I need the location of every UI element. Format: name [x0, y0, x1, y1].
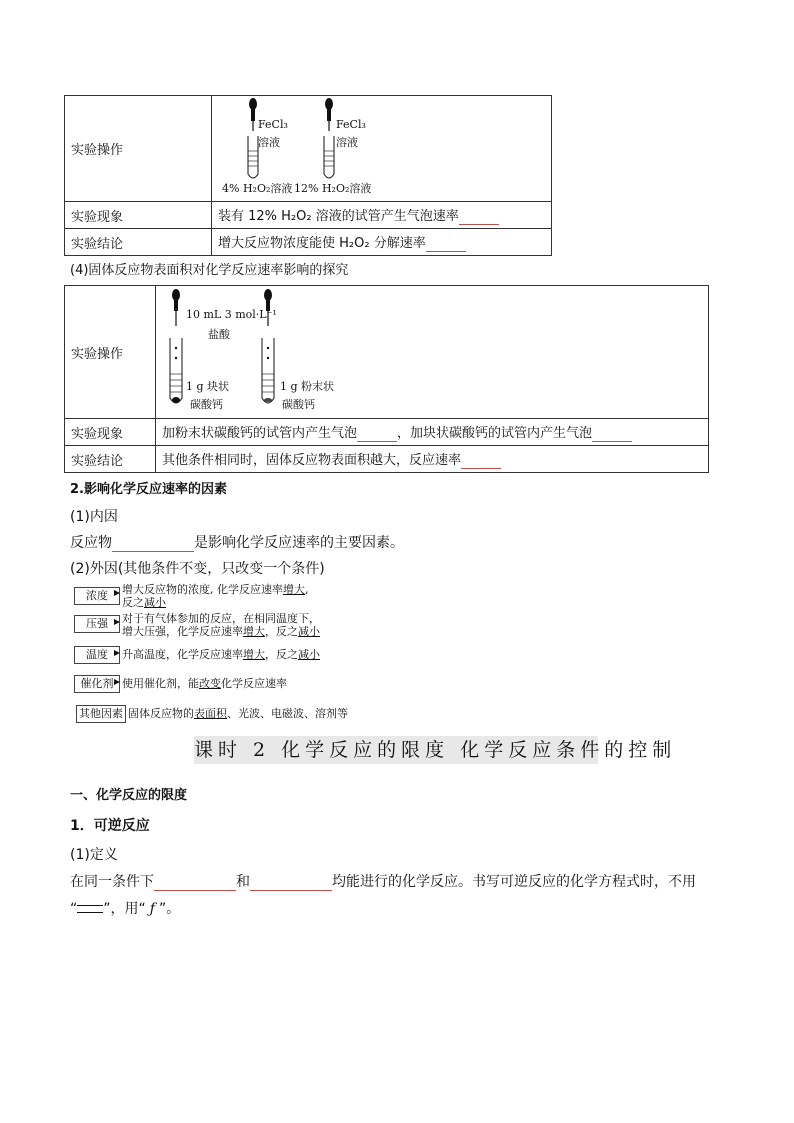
factor-box-other: 其他因素 [76, 705, 126, 723]
factor-desc-concentration: 增大反应物的浓度, 化学反应速率增大, 反之减小 [122, 583, 309, 609]
obs-blank[interactable] [459, 209, 499, 225]
con-blank[interactable] [461, 453, 501, 469]
definition-line-1 [70, 871, 696, 891]
tube-label-right: 12% H₂O₂溶液 [294, 182, 372, 195]
solid-label-left-2: 碳酸钙 [190, 398, 223, 411]
f1-text-d: 减小 [144, 596, 166, 609]
f4-text-a: 使用催化剂，能 [122, 677, 199, 690]
f3-text-d: 减小 [298, 648, 320, 661]
f5-text-c: 、光波、电磁波、溶剂等 [227, 707, 348, 720]
con-text: 其他条件相同时，固体反应物表面积越大，反应速率 [162, 453, 462, 468]
f3-text-b: 增大 [243, 648, 265, 661]
f3-text-a: 升高温度，化学反应速率 [122, 648, 243, 661]
section-4-title: (4)固体反应物表面积对化学反应速率影响的探究 [70, 263, 349, 278]
f2-text-e: 减小 [298, 625, 320, 638]
section-2-title: 2.影响化学反应速率的因素 [70, 482, 227, 497]
internal-text-a: 反应物 [70, 535, 112, 551]
obs-text-b: ，加块状碳酸钙的试管内产生气泡 [397, 426, 593, 441]
obs-text: 装有 12% H₂O₂ 溶液的试管产生气泡速率 [218, 209, 459, 224]
con-cell [212, 229, 552, 256]
factor-desc-catalyst [122, 677, 287, 690]
obs-label: 实验现象 [65, 202, 212, 229]
reversible-arrow-icon: ƒ [149, 901, 155, 917]
reversible-reaction-title: 1．可逆反应 [70, 818, 150, 834]
obs-cell [156, 419, 709, 446]
op-label: 实验操作 [65, 96, 212, 202]
internal-text-b: 是影响化学反应速率的主要因素。 [194, 535, 404, 551]
reagent-label-left-2: 溶液 [258, 136, 280, 149]
f1-text-a: 增大反应物的浓度, 化学反应速率 [122, 583, 283, 596]
test-tube-left [170, 338, 182, 403]
op-diagram-cell [156, 286, 709, 419]
internal-factor-line [70, 532, 404, 552]
factor-box-pressure: 压强 [74, 615, 120, 633]
lesson-banner-title: 课时 2 化学反应的限度 化学反应条件的控制 [194, 736, 598, 764]
factor-desc-other [128, 707, 348, 720]
con-blank[interactable] [426, 236, 466, 252]
dropper-left [172, 289, 180, 326]
reagent-label-left-1: FeCl₃ [258, 118, 288, 131]
factor-arrows [114, 583, 124, 733]
obs-blank-a[interactable] [357, 426, 397, 442]
f2-text-b: 增大压强，化学反应速率 [122, 625, 243, 638]
def-text-f: ”。 [158, 901, 181, 917]
factor-desc-pressure [122, 612, 320, 638]
factor-box-temperature: 温度 [74, 646, 120, 664]
acid-label-2: 盐酸 [208, 328, 230, 341]
definition-title: (1)定义 [70, 847, 118, 863]
con-label: 实验结论 [65, 446, 156, 473]
equal-sign-icon [77, 905, 103, 913]
dropper-right [325, 98, 333, 131]
def-text-a: 在同一条件下 [70, 874, 154, 890]
test-tube-right [324, 136, 334, 178]
reagent-label-right-1: FeCl₃ [336, 118, 366, 131]
def-text-e: ”，用“ [103, 901, 146, 917]
acid-label-1: 10 mL 3 mol·L⁻¹ [186, 308, 277, 321]
con-label: 实验结论 [65, 229, 212, 256]
obs-blank-b[interactable] [592, 426, 632, 442]
reagent-label-right-2: 溶液 [336, 136, 358, 149]
experiment-table-surface-area [64, 285, 709, 473]
f4-text-b: 改变 [199, 677, 221, 690]
definition-line-2 [70, 898, 180, 918]
f1-text-c: 反之 [122, 596, 144, 609]
con-text: 增大反应物浓度能使 H₂O₂ 分解速率 [218, 236, 426, 251]
test-tube-left [248, 136, 258, 178]
internal-blank[interactable] [112, 535, 194, 552]
test-tube-right [262, 338, 274, 403]
solid-label-right-1: 1 g 粉末状 [280, 380, 335, 393]
solid-label-left-1: 1 g 块状 [186, 380, 230, 393]
f2-text-a: 对于有气体参加的反应，在相同温度下， [122, 612, 320, 625]
op-diagram-cell [212, 96, 552, 202]
dropper-left [249, 98, 257, 131]
def-blank-1[interactable] [154, 874, 236, 891]
obs-label: 实验现象 [65, 419, 156, 446]
external-factor-title: (2)外因(其他条件不变，只改变一个条件) [70, 561, 325, 577]
f2-text-d: ，反之 [265, 625, 298, 638]
f1-text-b: 增大 [283, 583, 305, 596]
def-text-b: 和 [236, 874, 250, 890]
f2-text-c: 增大 [243, 625, 265, 638]
def-text-d: “ [70, 901, 78, 917]
factor-desc-temperature [122, 648, 320, 661]
f5-text-b: 表面积 [194, 707, 227, 720]
factor-box-concentration: 浓度 [74, 587, 120, 605]
def-blank-2[interactable] [250, 874, 332, 891]
tube-label-left: 4% H₂O₂溶液 [222, 182, 293, 195]
obs-text-a: 加粉末状碳酸钙的试管内产生气泡 [162, 426, 358, 441]
f5-text-a: 固体反应物的 [128, 707, 194, 720]
def-text-c: 均能进行的化学反应。书写可逆反应的化学方程式时，不用 [332, 874, 696, 890]
f3-text-c: ，反之 [265, 648, 298, 661]
solid-label-right-2: 碳酸钙 [282, 398, 315, 411]
f4-text-c: 化学反应速率 [221, 677, 287, 690]
factor-box-catalyst: 催化剂 [74, 675, 120, 693]
part-1-title: 一、化学反应的限度 [70, 788, 188, 803]
internal-factor-title: (1)内因 [70, 509, 118, 525]
experiment-table-concentration [64, 95, 552, 256]
con-cell [156, 446, 709, 473]
obs-cell [212, 202, 552, 229]
op-label: 实验操作 [65, 286, 156, 419]
